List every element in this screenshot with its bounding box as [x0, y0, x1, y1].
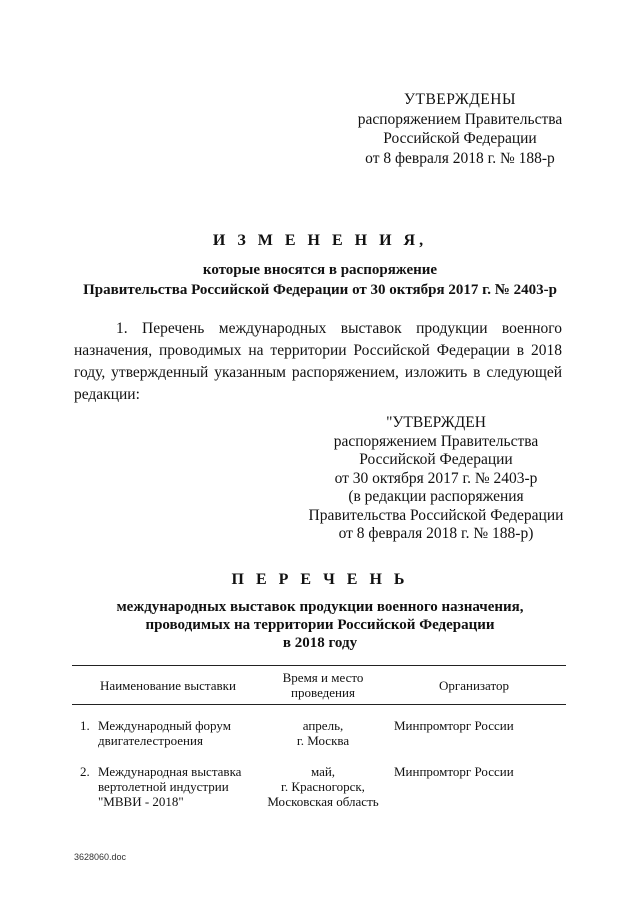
- list-subtitle-line-2: проводимых на территории Российской Федерации: [145, 617, 495, 633]
- exhibition-name: Международная выставка вертолетной индустрии "МВВИ - 2018": [98, 764, 242, 809]
- footer-filename: 3628060.doc: [74, 852, 127, 862]
- approval-block: [330, 90, 590, 168]
- changes-subtitle: [40, 260, 600, 300]
- changes-subtitle-line-2: Правительства Российской Федерации от 30 октября 2017 г. № 2403-р: [83, 282, 557, 298]
- approval2-block: [300, 414, 572, 544]
- approval2-line-4: (в редакции распоряжения: [348, 488, 524, 505]
- place-line-1: май,: [310, 764, 336, 779]
- exhibition-time-place: [264, 764, 382, 809]
- approval2-line-3: от 30 октября 2017 г. № 2403-р: [334, 469, 538, 487]
- exhibitions-table: [72, 665, 566, 809]
- exhibition-organizer: Минпромторг России: [394, 718, 514, 733]
- approval2-title: "УТВЕРЖДЕН: [386, 414, 486, 431]
- table-row: [72, 718, 566, 748]
- list-title: П Е Р Е Ч Е Н Ь: [231, 571, 409, 588]
- approval-line-2: Российской Федерации: [383, 130, 537, 147]
- list-subtitle-line-1: международных выставок продукции военного назначения,: [116, 599, 524, 615]
- header-organizer: Организатор: [439, 677, 509, 693]
- exhibition-time-place: [264, 718, 382, 748]
- place-line-3: Московская область: [267, 794, 379, 809]
- approval2-line-1: распоряжением Правительства: [333, 432, 539, 450]
- approval2-line-6: от 8 февраля 2018 г. № 188-р): [338, 525, 534, 542]
- place-line-1: апрель,: [302, 718, 344, 733]
- place-line-2: г. Москва: [296, 733, 350, 748]
- changes-subtitle-line-1: которые вносятся в распоряжение: [202, 262, 438, 278]
- header-time-place: Время и место проведения: [282, 670, 364, 700]
- place-line-2: г. Красногорск,: [281, 779, 365, 794]
- approval-line-1: распоряжением Правительства: [357, 110, 563, 128]
- approval-title: УТВЕРЖДЕНЫ: [404, 91, 516, 108]
- changes-title: И З М Е Н Е Н И Я,: [212, 232, 428, 249]
- table-header: [72, 665, 566, 705]
- list-subtitle: [60, 598, 580, 652]
- approval2-line-2: Российской Федерации: [359, 451, 513, 468]
- row-number: 2.: [80, 764, 90, 779]
- exhibition-name: Международный форум двигателестроения: [98, 718, 231, 748]
- approval2-line-5: Правительства Российской Федерации: [308, 506, 564, 524]
- amendment-paragraph: [74, 318, 562, 406]
- list-subtitle-line-3: в 2018 году: [282, 635, 358, 651]
- amendment-paragraph-text: 1. Перечень международных выставок продукции военного назначения, проводимых на территории Российской Федерации в 2018 году, утвержденный указанным распоряжением, изложить в следующей редакции:: [74, 320, 562, 403]
- table-row: [72, 764, 566, 809]
- approval-line-3: от 8 февраля 2018 г. № 188-р: [365, 149, 555, 167]
- header-name: Наименование выставки: [100, 677, 236, 693]
- exhibition-organizer: Минпромторг России: [394, 764, 514, 779]
- row-number: 1.: [80, 718, 90, 733]
